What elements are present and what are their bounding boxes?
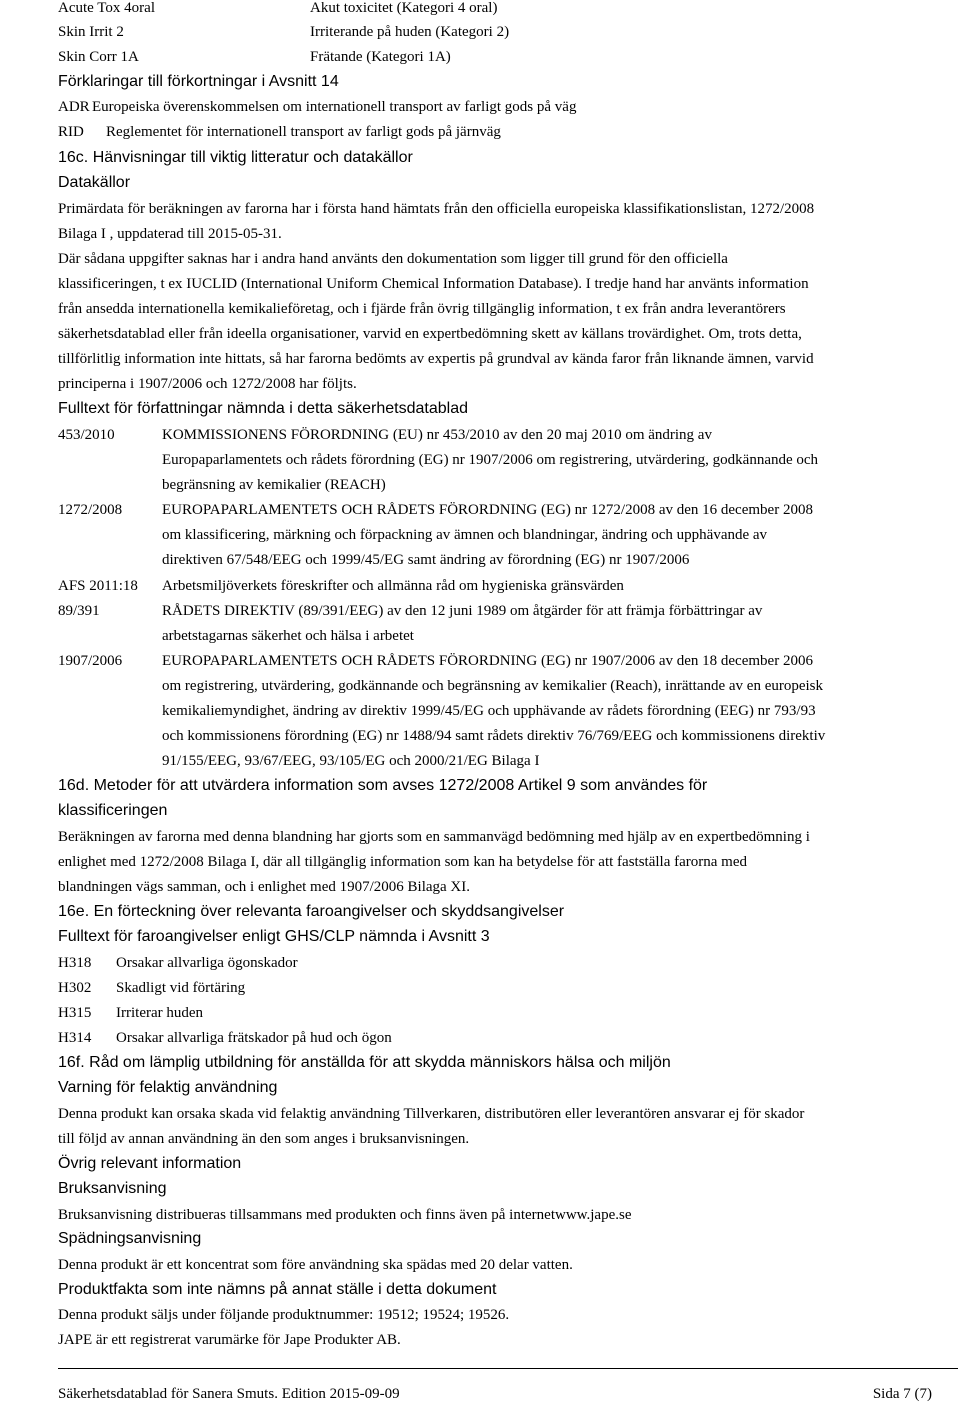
paragraph-line: säkerhetsdatablad eller från ideella organisationer, varvid en expertbedömning skett av källans trovärdighet. Om, trots detta, bbox=[58, 326, 802, 342]
law-line: RÅDETS DIREKTIV (89/391/EEG) av den 12 juni 1989 om åtgärder för att främja förbättringar av bbox=[162, 603, 763, 619]
dilution-heading: Spädningsanvisning bbox=[58, 1230, 202, 1247]
law-line: arbetstagarnas säkerhet och hälsa i arbetet bbox=[162, 628, 414, 644]
law-code: 89/391 bbox=[58, 603, 100, 619]
section-16c-heading: 16c. Hänvisningar till viktig litteratur och datakällor bbox=[58, 149, 413, 166]
abbrev-desc: Akut toxicitet (Kategori 4 oral) bbox=[310, 0, 498, 16]
abbrev-desc: Frätande (Kategori 1A) bbox=[310, 49, 451, 65]
laws-heading: Fulltext för författningar nämnda i detta säkerhetsdatablad bbox=[58, 400, 469, 417]
hazard-desc: Skadligt vid förtäring bbox=[116, 980, 246, 996]
datasources-subheading: Datakällor bbox=[58, 174, 131, 191]
hazard-subheading: Fulltext för faroangivelser enligt GHS/CLP nämnda i Avsnitt 3 bbox=[58, 928, 490, 945]
law-line: kemikaliemyndighet, ändring av direktiv 1999/45/EG och upphävande av rådets förordning (EEG) nr 793/93 bbox=[162, 703, 816, 719]
abbrev-desc: Irriterande på huden (Kategori 2) bbox=[310, 24, 510, 40]
law-line: Europaparlamentets och rådets förordning (EG) nr 1907/2006 om registrering, utvärdering, godkännande och bbox=[162, 452, 819, 468]
abbrev-code: Acute Tox 4oral bbox=[58, 0, 155, 16]
other-info-heading: Övrig relevant information bbox=[58, 1155, 242, 1172]
law-code: AFS 2011:18 bbox=[58, 578, 138, 594]
section-16d-heading: 16d. Metoder för att utvärdera information som avses 1272/2008 Artikel 9 som användes för bbox=[58, 777, 708, 794]
abbrev-code: Skin Corr 1A bbox=[58, 49, 139, 65]
transport-code: RID bbox=[58, 124, 84, 140]
instructions-text: Bruksanvisning distribueras tillsammans med produkten och finns även på internetwww.jape.se bbox=[58, 1207, 632, 1223]
instructions-heading: Bruksanvisning bbox=[58, 1180, 167, 1197]
footer-page-number: Sida 7 (7) bbox=[872, 1386, 932, 1402]
law-code: 453/2010 bbox=[58, 427, 115, 443]
abbrev-heading: Förklaringar till förkortningar i Avsnitt 14 bbox=[58, 73, 339, 90]
section-16d-heading: klassificeringen bbox=[58, 802, 168, 819]
hazard-desc: Irriterar huden bbox=[116, 1005, 204, 1021]
footer-divider bbox=[58, 1368, 958, 1369]
paragraph-line: Denna produkt kan orsaka skada vid felaktig användning Tillverkaren, distributören eller leverantören ansvarar ej för skador bbox=[58, 1106, 805, 1122]
paragraph-line: principerna i 1907/2006 och 1272/2008 har följts. bbox=[58, 376, 357, 392]
hazard-desc: Orsakar allvarliga frätskador på hud och ögon bbox=[116, 1030, 392, 1046]
section-16f-heading: 16f. Råd om lämplig utbildning för anställda för att skydda människors hälsa och miljön bbox=[58, 1054, 671, 1071]
hazard-code: H314 bbox=[58, 1030, 92, 1046]
hazard-code: H315 bbox=[58, 1005, 92, 1021]
law-line: och kommissionens förordning (EG) nr 1488/94 samt rådets direktiv 76/769/EEG och kommissionens direktiv bbox=[162, 728, 826, 744]
dilution-text: Denna produkt är ett koncentrat som före användning ska spädas med 20 delar vatten. bbox=[58, 1257, 573, 1273]
paragraph-line: Där sådana uppgifter saknas har i andra hand använts den dokumentation som ligger till grund för den officiella bbox=[58, 251, 728, 267]
paragraph-line: klassificeringen, t ex IUCLID (International Uniform Chemical Information Database). I tredje hand har använts information bbox=[58, 276, 809, 292]
transport-desc: Europeiska överenskommelsen om internationell transport av farligt gods på väg bbox=[92, 99, 577, 115]
law-code: 1907/2006 bbox=[58, 653, 123, 669]
hazard-code: H318 bbox=[58, 955, 92, 971]
paragraph-line: Bilaga I , uppdaterad till 2015-05-31. bbox=[58, 226, 282, 242]
law-line: begränsning av kemikalier (REACH) bbox=[162, 477, 386, 493]
paragraph-line: Beräkningen av farorna med denna blandning har gjorts som en sammanvägd bedömning med hjälp av en expertbedömning i bbox=[58, 829, 810, 845]
law-line: direktiven 67/548/EEG och 1999/45/EG samt ändring av förordning (EG) nr 1907/2006 bbox=[162, 552, 690, 568]
hazard-desc: Orsakar allvarliga ögonskador bbox=[116, 955, 298, 971]
product-facts-line: Denna produkt säljs under följande produktnummer: 19512; 19524; 19526. bbox=[58, 1307, 510, 1323]
paragraph-line: blandningen vägs samman, och i enlighet med 1907/2006 Bilaga XI. bbox=[58, 879, 471, 895]
law-line: 91/155/EEG, 93/67/EEG, 93/105/EG och 2000/21/EG Bilaga I bbox=[162, 753, 540, 769]
product-facts-heading: Produktfakta som inte nämns på annat ställe i detta dokument bbox=[58, 1281, 497, 1298]
paragraph-line: tillförlitlig information inte hittats, så har farorna bedömts av expertis på grundval av kända faror från liknande ämnen, varvid bbox=[58, 351, 814, 367]
section-16e-heading: 16e. En förteckning över relevanta faroangivelser och skyddsangivelser bbox=[58, 903, 565, 920]
law-line: EUROPAPARLAMENTETS OCH RÅDETS FÖRORDNING (EG) nr 1272/2008 av den 16 december 2008 bbox=[162, 502, 813, 518]
misuse-subheading: Varning för felaktig användning bbox=[58, 1079, 278, 1096]
paragraph-line: Primärdata för beräkningen av farorna har i första hand hämtats från den officiella europeiska klassifikationslistan, 1272/2008 bbox=[58, 201, 815, 217]
paragraph-line: till följd av annan användning än den som anges i bruksanvisningen. bbox=[58, 1131, 470, 1147]
transport-code: ADR bbox=[58, 99, 90, 115]
hazard-code: H302 bbox=[58, 980, 92, 996]
paragraph-line: enlighet med 1272/2008 Bilaga I, där all tillgänglig information som kan ha betydelse för att fastställa farorna med bbox=[58, 854, 747, 870]
abbrev-code: Skin Irrit 2 bbox=[58, 24, 124, 40]
law-line: om klassificering, märkning och förpackning av ämnen och blandningar, ändring och upphävande av bbox=[162, 527, 768, 543]
law-line: om registrering, utvärdering, godkännande och begränsning av kemikalier (Reach), inrättande av en europeisk bbox=[162, 678, 824, 694]
law-code: 1272/2008 bbox=[58, 502, 123, 518]
transport-desc: Reglementet för internationell transport av farligt gods på järnväg bbox=[106, 124, 501, 140]
paragraph-line: från ansedda internationella kemikalieföretag, och i fjärde från övrig tillgänglig information, t ex från andra leverantörers bbox=[58, 301, 786, 317]
law-line: EUROPAPARLAMENTETS OCH RÅDETS FÖRORDNING (EG) nr 1907/2006 av den 18 december 2006 bbox=[162, 653, 813, 669]
product-facts-line: JAPE är ett registrerat varumärke för Jape Produkter AB. bbox=[58, 1332, 401, 1348]
footer-title: Säkerhetsdatablad för Sanera Smuts. Edition 2015-09-09 bbox=[58, 1386, 400, 1402]
law-line: KOMMISSIONENS FÖRORDNING (EU) nr 453/2010 av den 20 maj 2010 om ändring av bbox=[162, 427, 712, 443]
law-line: Arbetsmiljöverkets föreskrifter och allmänna råd om hygieniska gränsvärden bbox=[162, 578, 624, 594]
